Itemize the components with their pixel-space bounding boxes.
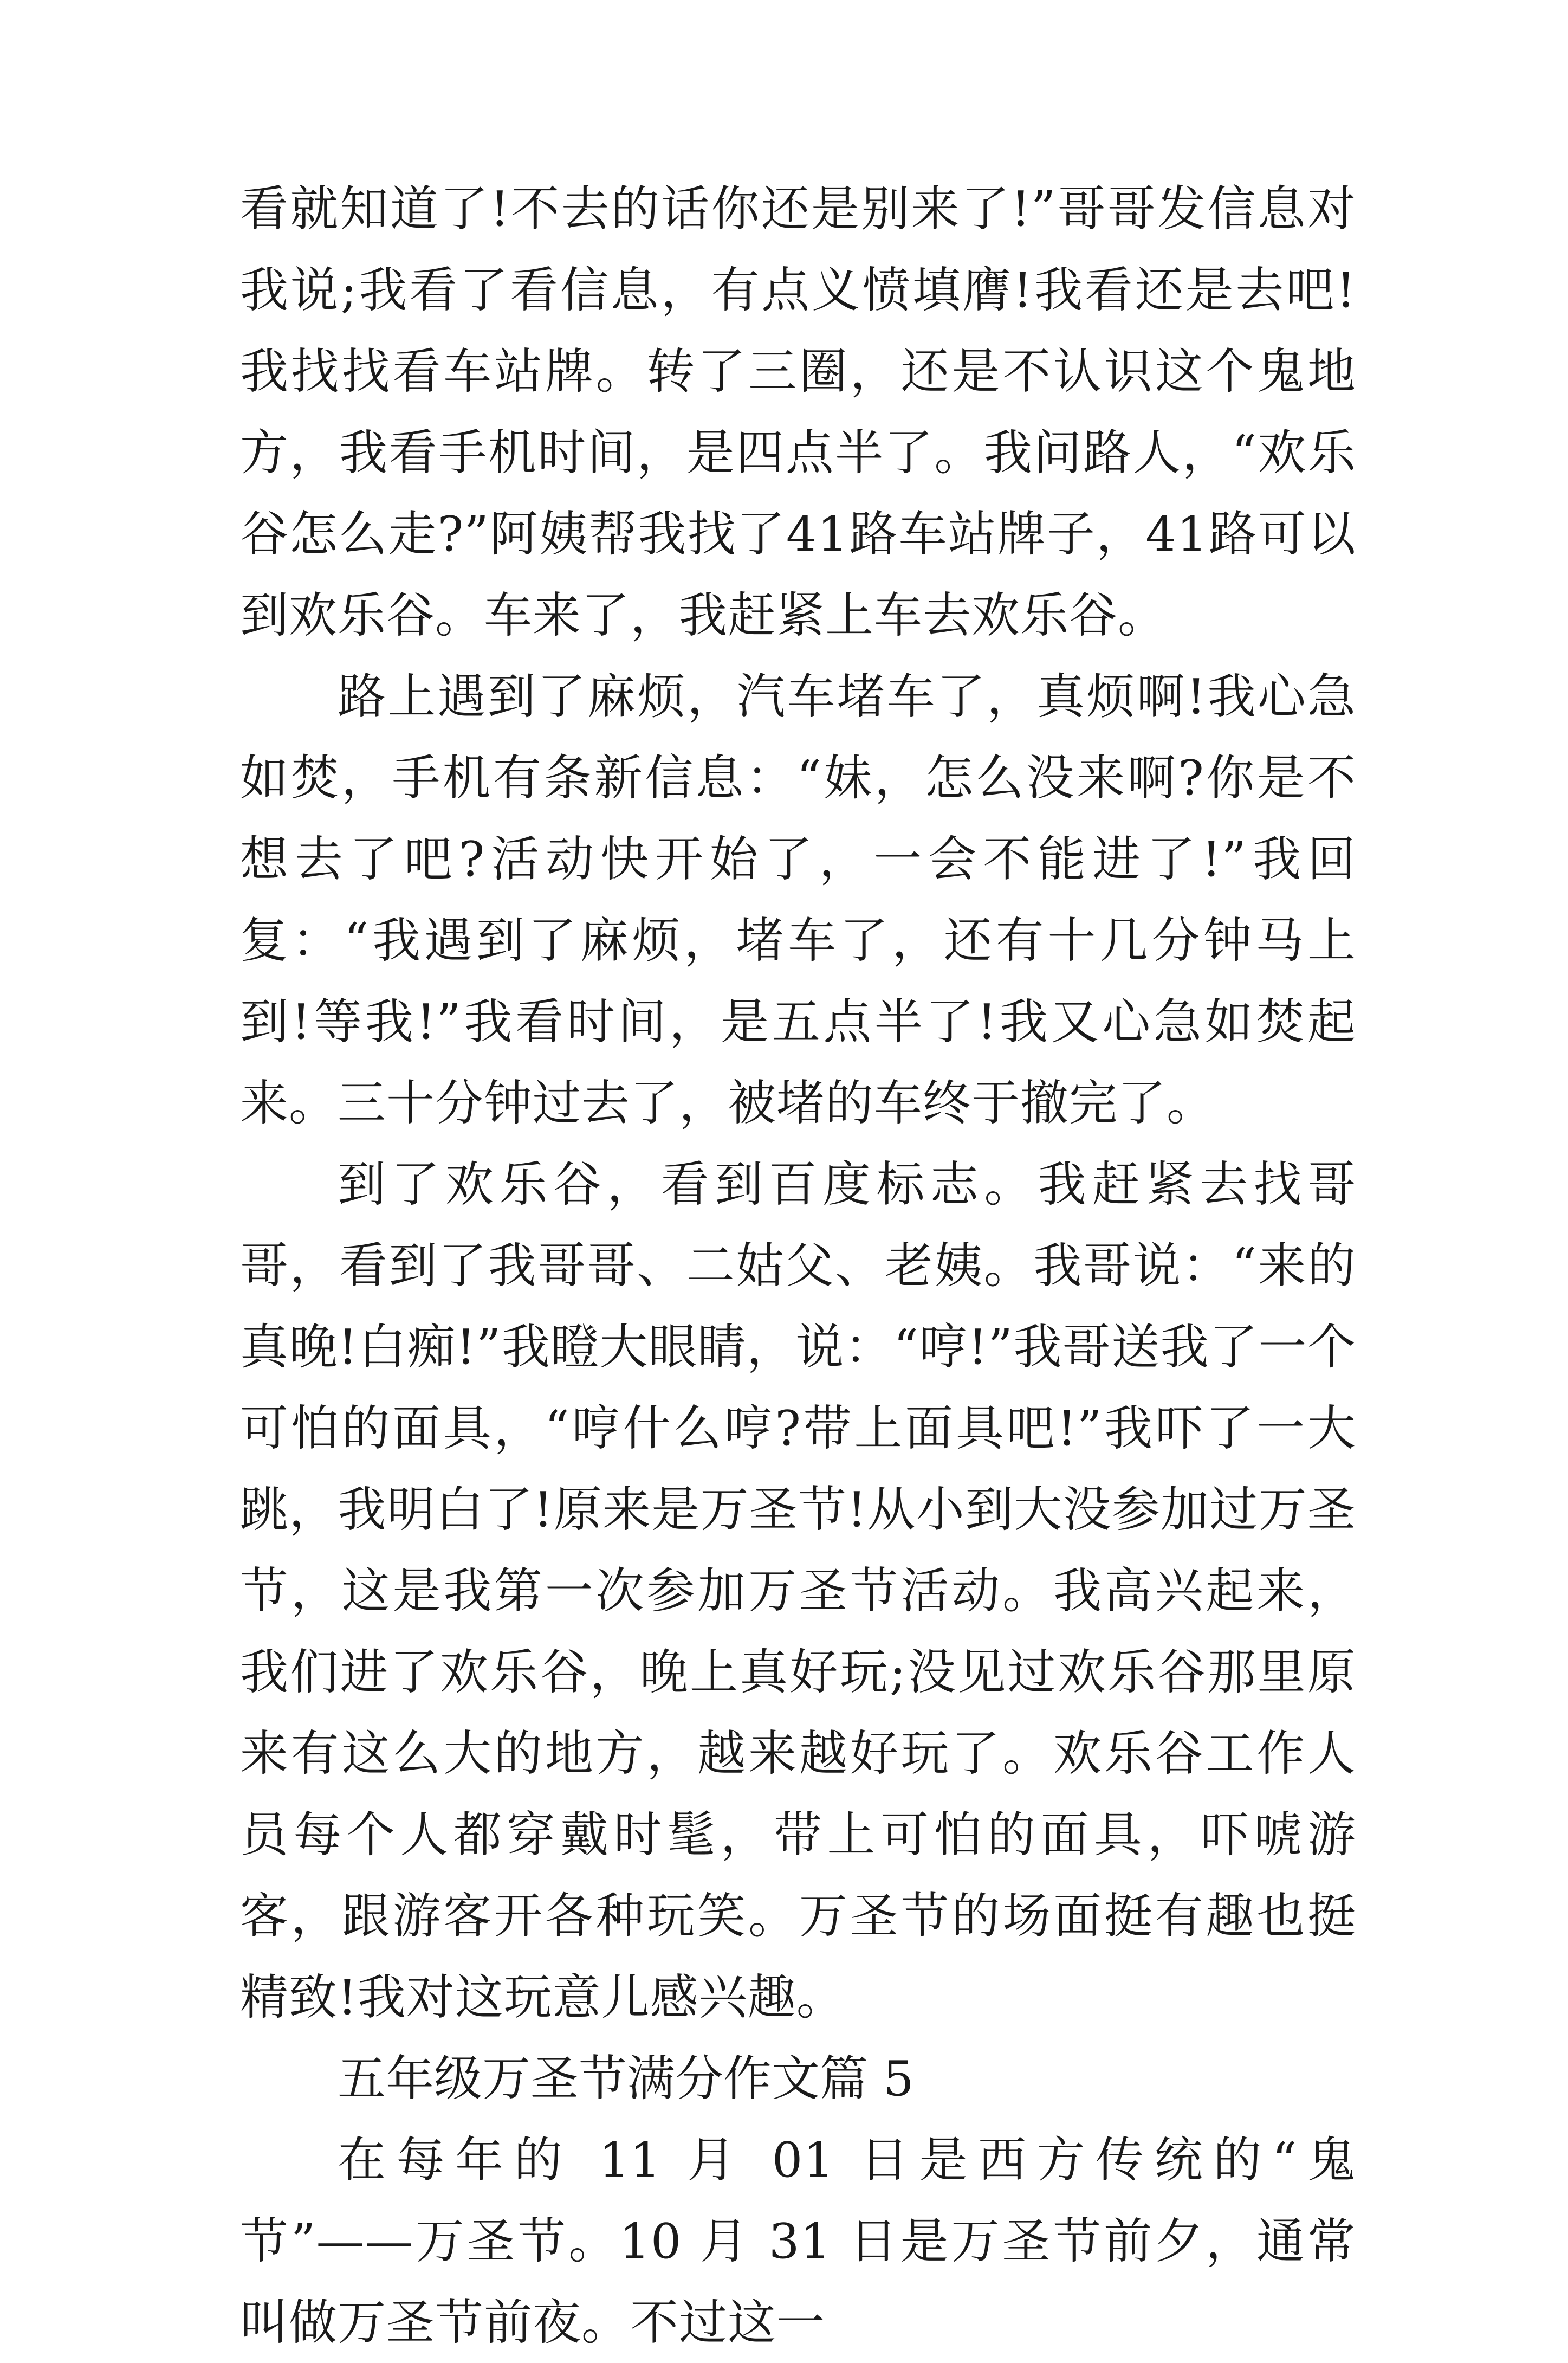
paragraph-happy-valley: 到了欢乐谷，看到百度标志。我赶紧去找哥哥，看到了我哥哥、二姑父、老姨。我哥说：“来的真晚!白痴!”我瞪大眼睛，说：“哼!”我哥送我了一个可怕的面具，“哼什么哼?带上面具吧!”我吓了一大跳，我明白了!原来是万圣节!从小到大没参加过万圣节，这是我第一次参加万圣节活动。我高兴起来，我们进了欢乐谷，晚上真好玩;没见过欢乐谷那里原来有这么大的地方，越来越好玩了。欢乐谷工作人员每个人都穿戴时髦，带上可怕的面具，吓唬游客，跟游客开各种玩笑。万圣节的场面挺有趣也挺精致!我对这玩意儿感兴趣。 <box>240 1156 1356 2025</box>
paragraph-halloween-intro: 在每年的 11 月 01 日是西方传统的“鬼节”——万圣节。10 月 31 日是万圣节前夕，通常叫做万圣节前夜。不过这一 <box>240 2132 1356 2351</box>
document-body <box>240 168 1356 2363</box>
section-heading: 五年级万圣节满分作文篇 5 <box>338 2050 914 2107</box>
paragraph-traffic-jam: 路上遇到了麻烦，汽车堵车了，真烦啊!我心急如焚，手机有条新信息：“妹，怎么没来啊?你是不想去了吧?活动快开始了，一会不能进了!”我回复：“我遇到了麻烦，堵车了，还有十几分钟马上到!等我!”我看时间，是五点半了!我又心急如焚起来。三十分钟过去了，被堵的车终于撤完了。 <box>240 668 1356 1131</box>
paragraph-continued: 看就知道了!不去的话你还是别来了!”哥哥发信息对我说;我看了看信息，有点义愤填膺!我看还是去吧!我找找看车站牌。转了三圈，还是不认识这个鬼地方，我看手机时间，是四点半了。我问路人，“欢乐谷怎么走?”阿姨帮我找了41路车站牌子，41路可以到欢乐谷。车来了，我赶紧上车去欢乐谷。 <box>240 180 1356 643</box>
